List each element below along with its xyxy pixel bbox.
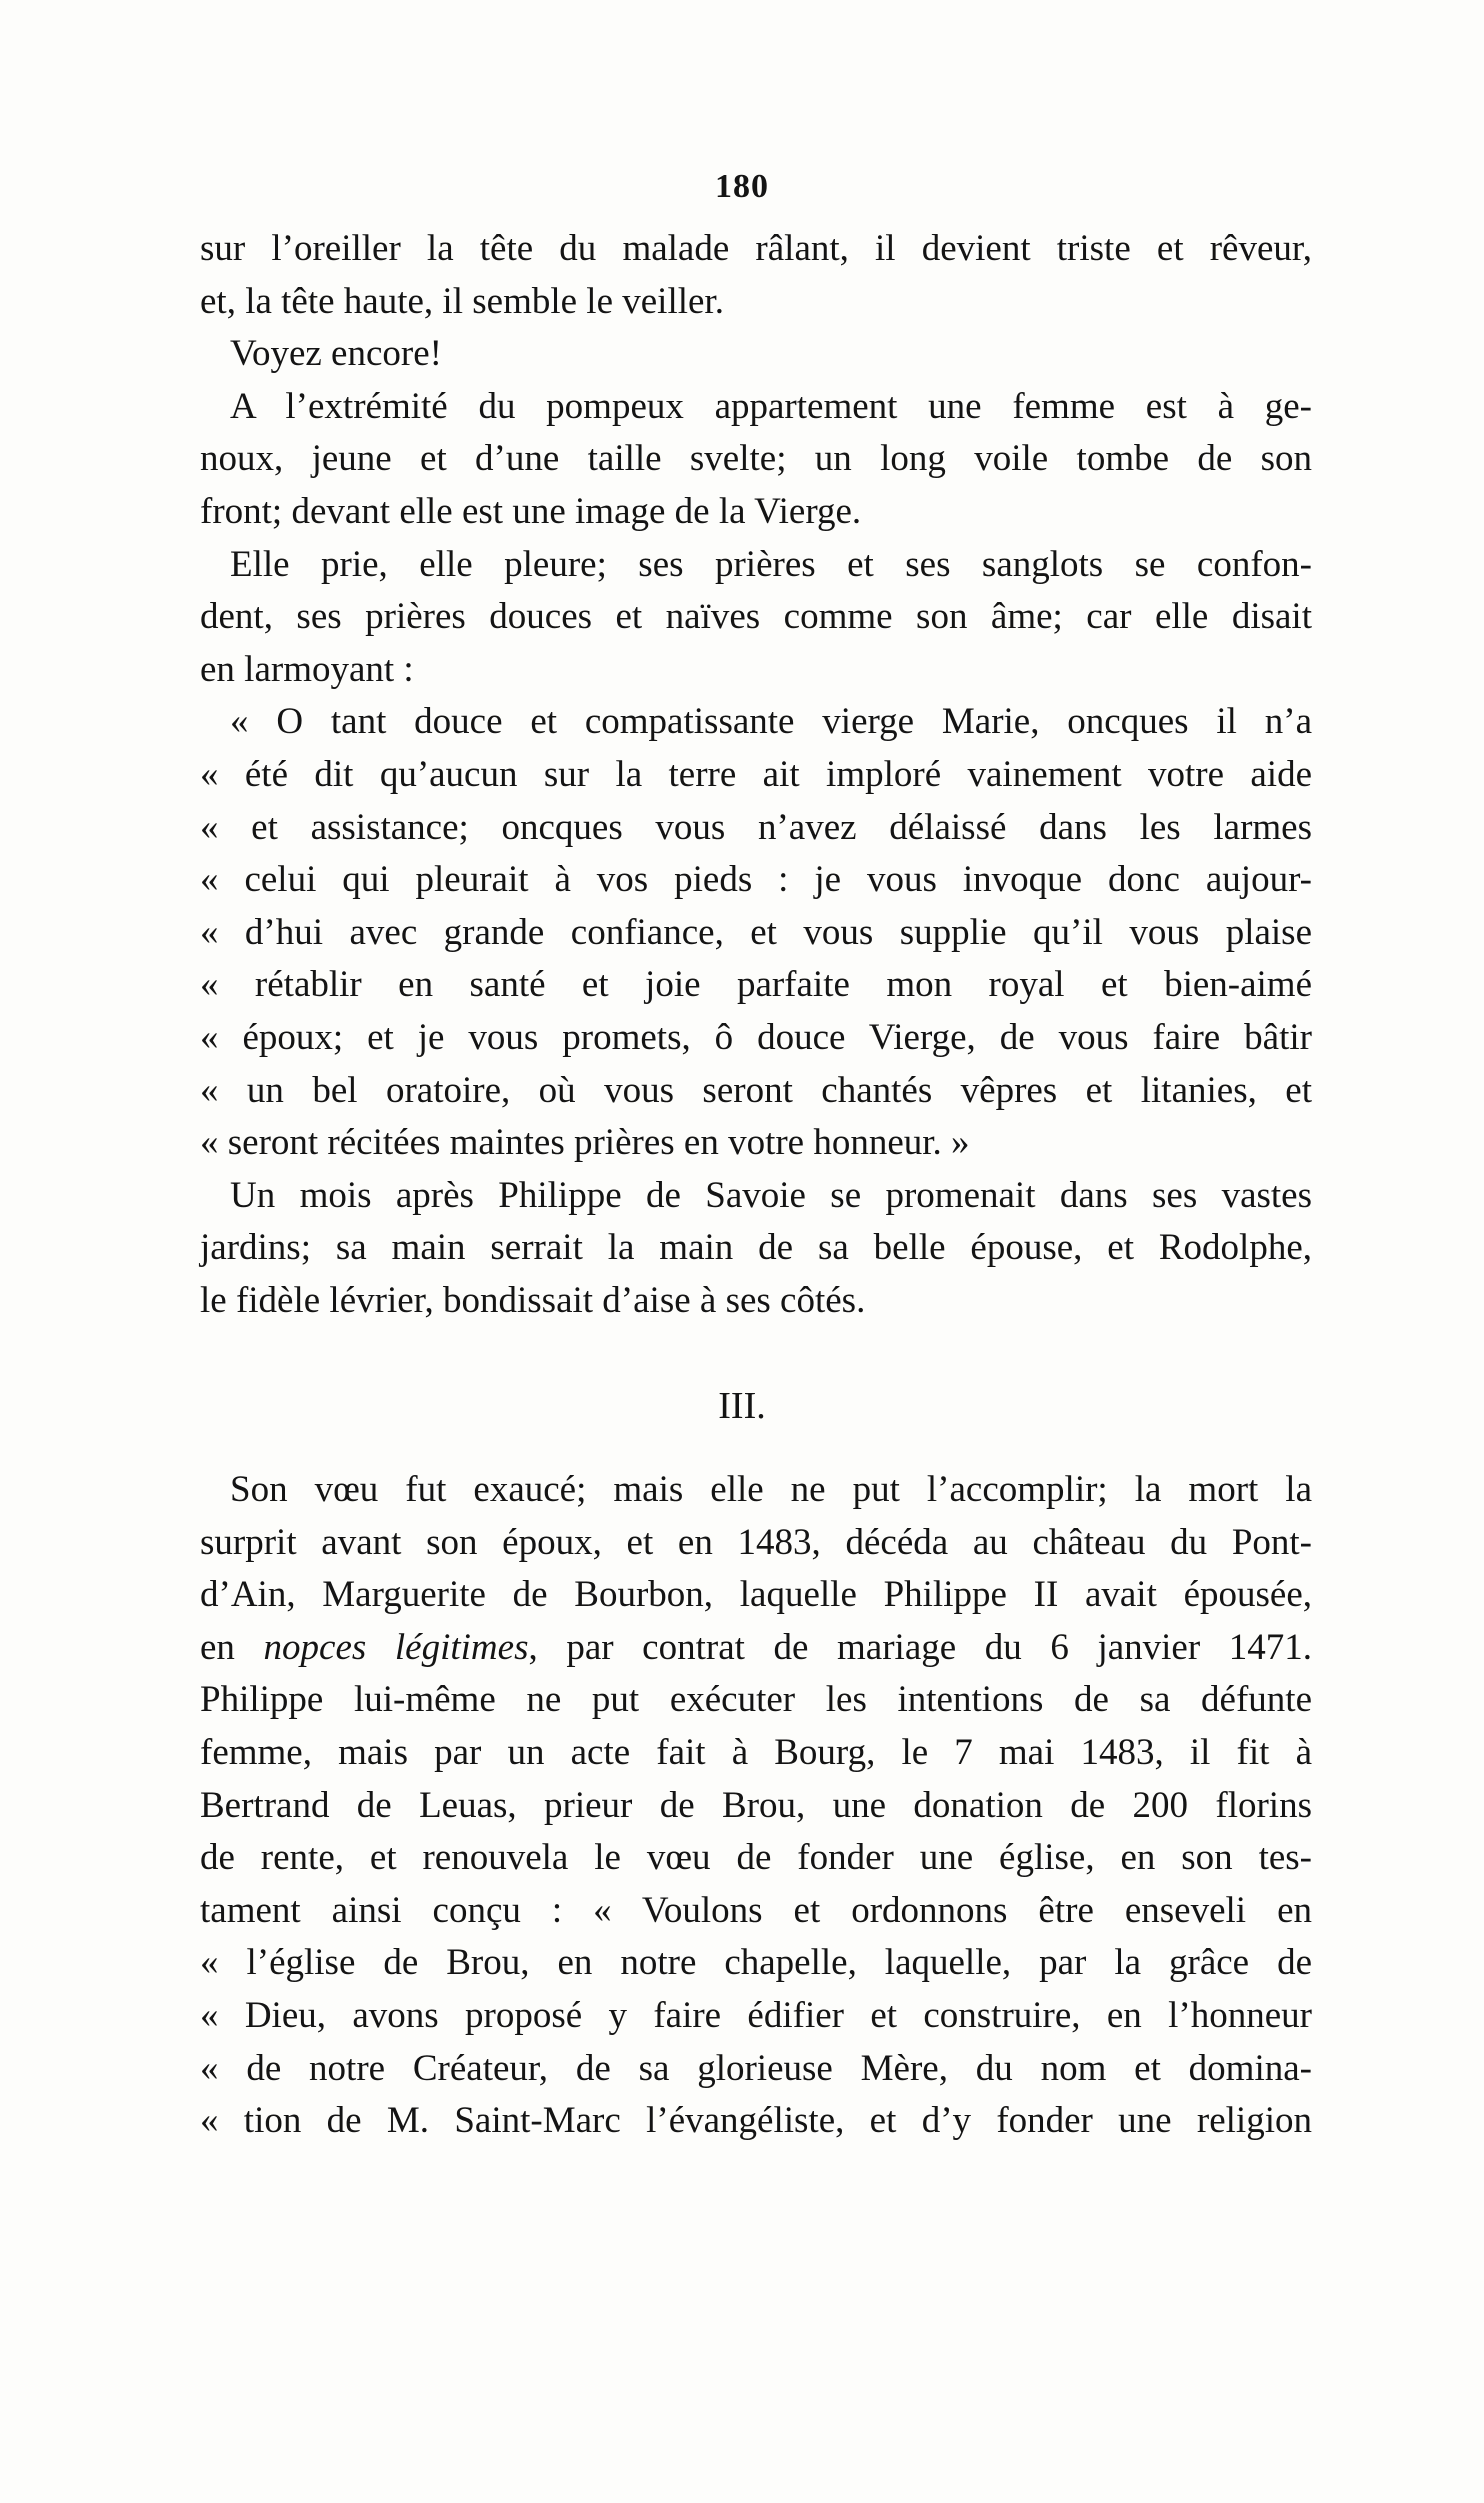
- italic-phrase: nopces légitimes: [263, 1626, 529, 1668]
- text-line: Un mois après Philippe de Savoie se promenait dans ses vastes: [230, 1174, 1312, 1216]
- quote-line: « un bel oratoire, où vous seront chantés vêpres et litanies, et: [200, 1069, 1312, 1111]
- text-line: Philippe lui-même ne put exécuter les intentions de sa défunte: [200, 1679, 1312, 1721]
- quote-line: « rétablir en santé et joie parfaite mon royal et bien-aimé: [200, 964, 1312, 1006]
- text-block-top: [200, 223, 1312, 1327]
- text-line: de rente, et renouvela le vœu de fonder une église, en son tes-: [200, 1837, 1312, 1879]
- text-line: Voyez encore!: [230, 333, 442, 375]
- text-line: dent, ses prières douces et naïves comme son âme; car elle disait: [200, 596, 1312, 638]
- text-fragment: , par contrat de mariage du 6 janvier 1471.: [528, 1626, 1313, 1668]
- quote-line: « celui qui pleurait à vos pieds : je vous invoque donc aujour-: [200, 859, 1312, 901]
- text-block-bottom: [200, 1464, 1312, 2148]
- page-number: 180: [715, 168, 769, 205]
- text-line: tament ainsi conçu : « Voulons et ordonnons être enseveli en: [200, 1889, 1312, 1931]
- text-line: noux, jeune et d’une taille svelte; un long voile tombe de son: [200, 438, 1312, 480]
- quote-line: « époux; et je vous promets, ô douce Vierge, de vous faire bâtir: [200, 1016, 1312, 1058]
- text-line: front; devant elle est une image de la Vierge.: [200, 490, 862, 532]
- text-line: Son vœu fut exaucé; mais elle ne put l’accomplir; la mort la: [230, 1469, 1312, 1510]
- text-line: femme, mais par un acte fait à Bourg, le 7 mai 1483, il fit à: [200, 1731, 1312, 1773]
- text-line: et, la tête haute, il semble le veiller.: [200, 280, 724, 322]
- quote-line: « de notre Créateur, de sa glorieuse Mère, du nom et domina-: [200, 2047, 1312, 2089]
- text-line-mixed: [200, 1622, 1312, 1675]
- text-line: le fidèle lévrier, bondissait d’aise à ses côtés.: [200, 1279, 866, 1321]
- quote-line: « été dit qu’aucun sur la terre ait imploré vainement votre aide: [200, 753, 1312, 795]
- text-line: en larmoyant :: [200, 648, 414, 690]
- quote-line: « seront récitées maintes prières en votre honneur. »: [200, 1122, 970, 1164]
- quote-line: « Dieu, avons proposé y faire édifier et construire, en l’honneur: [200, 1994, 1312, 2036]
- section-heading: III.: [718, 1385, 766, 1427]
- text-fragment: en: [200, 1626, 235, 1668]
- text-line: surprit avant son époux, et en 1483, décéda au château du Pont-: [200, 1521, 1312, 1563]
- quote-line: « tion de M. Saint-Marc l’évangéliste, et d’y fonder une religion: [200, 2100, 1312, 2142]
- text-line: Bertrand de Leuas, prieur de Brou, une donation de 200 florins: [200, 1784, 1312, 1826]
- text-line: jardins; sa main serrait la main de sa belle épouse, et Rodolphe,: [200, 1227, 1312, 1269]
- quote-line: « l’église de Brou, en notre chapelle, laquelle, par la grâce de: [200, 1942, 1312, 1984]
- quote-line: « et assistance; oncques vous n’avez délaissé dans les larmes: [200, 806, 1312, 848]
- text-line: A l’extrémité du pompeux appartement une femme est à ge-: [230, 385, 1312, 427]
- quote-line: « O tant douce et compatissante vierge Marie, oncques il n’a: [230, 701, 1312, 743]
- text-line: d’Ain, Marguerite de Bourbon, laquelle Philippe II avait épousée,: [200, 1574, 1312, 1616]
- quote-line: « d’hui avec grande confiance, et vous supplie qu’il vous plaise: [200, 911, 1312, 953]
- text-line: Elle prie, elle pleure; ses prières et ses sanglots se confon-: [230, 543, 1312, 585]
- text-line: sur l’oreiller la tête du malade râlant, il devient triste et rêveur,: [200, 228, 1312, 269]
